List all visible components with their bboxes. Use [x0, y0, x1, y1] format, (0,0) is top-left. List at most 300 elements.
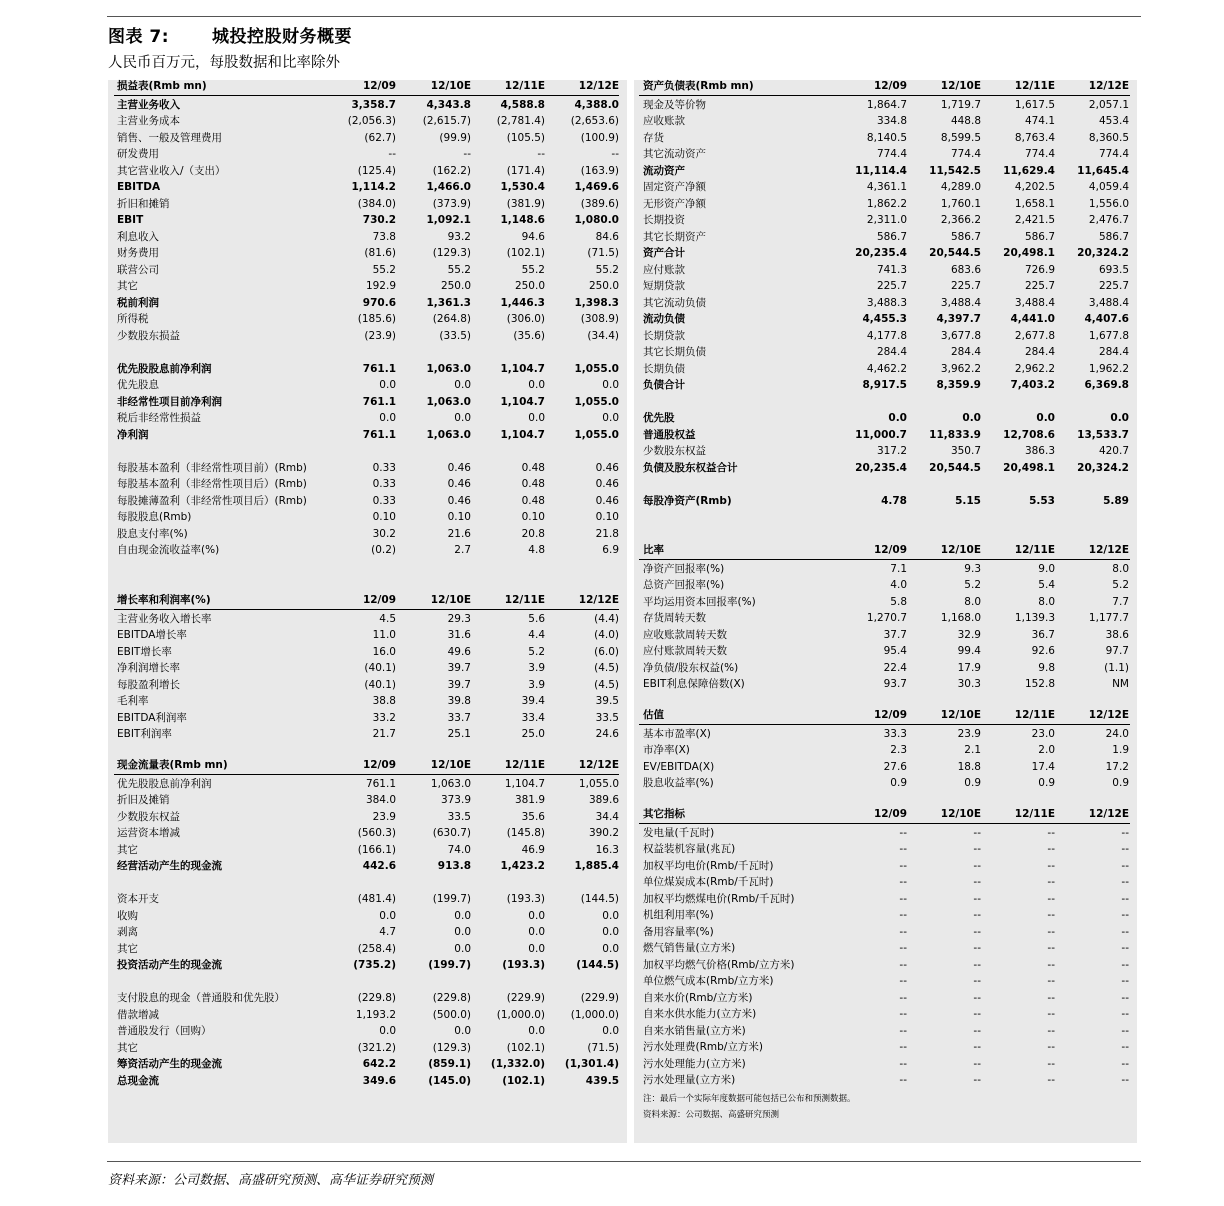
- row-value: 0.46: [595, 478, 619, 490]
- row-label: 收购: [117, 909, 138, 922]
- row-value: 4.7: [379, 926, 396, 938]
- row-value: 99.4: [957, 645, 981, 657]
- row-label: 少数股东权益: [117, 810, 180, 823]
- row-value: --: [899, 876, 907, 888]
- row-label: 剥离: [117, 926, 138, 938]
- table-row: [634, 493, 1137, 510]
- row-label: EV/EBITDA(X): [643, 760, 715, 773]
- row-value: 474.1: [1024, 115, 1055, 127]
- row-value: 741.3: [876, 263, 907, 276]
- row-value: 7.1: [890, 562, 907, 575]
- row-value: 386.3: [1024, 445, 1055, 457]
- row-value: 0.0: [454, 379, 471, 391]
- row-value: --: [1121, 826, 1129, 839]
- row-value: 21.8: [595, 527, 619, 540]
- row-value: 95.4: [883, 645, 907, 657]
- row-label: 总资产回报率(%): [643, 579, 725, 591]
- row-value: 3,677.8: [940, 329, 981, 342]
- row-value: (35.6): [513, 329, 545, 342]
- row-value: 1,080.0: [574, 214, 619, 226]
- row-value: --: [899, 1024, 907, 1037]
- row-value: --: [973, 942, 981, 954]
- top-rule: [107, 16, 1141, 17]
- column-header: 12/11E: [504, 79, 545, 92]
- row-value: 20,235.4: [855, 247, 907, 259]
- table-row: [634, 460, 1137, 477]
- row-value: 4.78: [881, 494, 907, 507]
- row-value: --: [1047, 843, 1055, 855]
- row-value: --: [1047, 826, 1055, 839]
- row-value: (1,332.0): [490, 1058, 545, 1070]
- row-value: 20,544.5: [929, 247, 981, 259]
- row-value: 225.7: [1098, 280, 1129, 292]
- column-header: 12/11E: [1014, 807, 1055, 820]
- row-value: 1,148.6: [500, 214, 545, 226]
- row-value: 3,488.4: [940, 296, 981, 309]
- row-label: 研发费用: [117, 148, 159, 160]
- row-value: 11.0: [372, 629, 396, 641]
- row-label: 借款增减: [117, 1008, 159, 1021]
- row-value: --: [899, 892, 907, 905]
- row-label: 税前利润: [117, 296, 159, 309]
- right-panel: [634, 80, 1137, 1143]
- row-value: 20,324.2: [1077, 247, 1129, 259]
- row-value: 250.0: [440, 280, 471, 292]
- row-label: 其它: [117, 1041, 138, 1054]
- row-value: 0.0: [454, 942, 471, 955]
- row-value: --: [1047, 1057, 1055, 1070]
- row-value: (199.7): [432, 893, 471, 905]
- row-value: 0.0: [528, 909, 545, 922]
- row-value: 9.0: [1038, 562, 1055, 575]
- row-label: 其它长期资产: [643, 230, 706, 243]
- row-value: --: [1047, 975, 1055, 987]
- row-value: --: [973, 859, 981, 872]
- row-value: 2,421.5: [1014, 214, 1055, 226]
- table-row: [108, 460, 627, 477]
- figure-title: [108, 22, 352, 47]
- row-value: 3,488.3: [866, 296, 907, 309]
- table-row: [634, 990, 1137, 1007]
- row-value: 0.0: [602, 379, 619, 391]
- row-value: (71.5): [587, 247, 619, 259]
- row-value: 448.8: [950, 115, 981, 127]
- row-value: (4.5): [594, 662, 619, 674]
- row-value: 0.48: [521, 478, 545, 490]
- row-value: (258.4): [357, 942, 396, 955]
- figure-title-text: 城投控股财务概要: [212, 27, 352, 47]
- row-value: 5.6: [528, 612, 545, 625]
- table-row: [108, 1073, 627, 1090]
- section-header-row: [639, 543, 1130, 561]
- table-row: [108, 990, 627, 1007]
- column-header: 12/09: [362, 758, 396, 771]
- row-label: 加权平均电价(Rmb/千瓦时): [643, 859, 774, 872]
- row-label: 投资活动产生的现金流: [117, 959, 222, 971]
- table-row: [108, 825, 627, 842]
- table-row: [108, 542, 627, 559]
- row-value: (81.6): [364, 247, 396, 259]
- row-value: 23.9: [372, 810, 396, 823]
- row-value: 74.0: [447, 843, 471, 856]
- row-value: --: [1047, 942, 1055, 954]
- row-value: (171.4): [506, 164, 545, 177]
- column-header: 12/10E: [430, 79, 471, 92]
- row-label: 总现金流: [117, 1074, 159, 1087]
- row-value: 11,833.9: [929, 428, 981, 441]
- row-label: 净利润: [117, 428, 149, 441]
- row-value: 4,177.8: [866, 329, 907, 342]
- table-row: [108, 179, 627, 196]
- row-value: 20,498.1: [1003, 247, 1055, 259]
- row-value: (500.0): [432, 1008, 471, 1021]
- table-row: [108, 693, 627, 710]
- row-value: (560.3): [357, 827, 396, 839]
- row-value: 2,962.2: [1014, 362, 1055, 375]
- row-value: 0.33: [372, 494, 396, 507]
- row-value: --: [973, 991, 981, 1004]
- row-value: 3,962.2: [940, 362, 981, 375]
- row-value: (193.3): [502, 959, 545, 971]
- row-value: (481.4): [357, 893, 396, 905]
- row-value: 39.8: [447, 695, 471, 707]
- row-value: --: [1121, 1024, 1129, 1037]
- row-value: 21.7: [372, 728, 396, 740]
- section-title: 现金流量表(Rmb mn): [117, 758, 228, 771]
- row-value: --: [388, 148, 396, 160]
- row-label: 单位燃气成本(Rmb/立方米): [643, 975, 774, 987]
- table-row: [108, 476, 627, 493]
- column-header: 12/12E: [1088, 807, 1129, 820]
- row-value: 4.0: [890, 579, 907, 591]
- row-value: --: [1121, 859, 1129, 872]
- row-value: 726.9: [1024, 263, 1055, 276]
- table-row: [634, 328, 1137, 345]
- row-value: 2,677.8: [1014, 329, 1055, 342]
- row-value: 0.0: [528, 412, 545, 424]
- column-header: 12/10E: [430, 758, 471, 771]
- table-row: [108, 410, 627, 427]
- section-title: 增长率和利润率(%): [117, 593, 211, 606]
- row-value: 1,469.6: [574, 181, 619, 193]
- row-value: 0.0: [379, 909, 396, 922]
- row-label: 自来水价(Rmb/立方米): [643, 991, 753, 1004]
- row-label: 折旧和摊销: [117, 197, 170, 210]
- panel-note: 资料来源：公司数据、高盛研究预测: [643, 1109, 780, 1120]
- row-value: 93.7: [883, 678, 907, 690]
- section-header-row: [114, 758, 619, 776]
- row-label: EBIT利润率: [117, 728, 172, 740]
- row-label: 每股摊薄盈利（非经常性项目后）(Rmb): [117, 494, 307, 507]
- row-label: 应收账款周转天数: [643, 628, 727, 641]
- table-row: [634, 643, 1137, 660]
- row-value: (199.7): [428, 959, 471, 971]
- column-header: 12/10E: [940, 79, 981, 92]
- row-value: 24.0: [1105, 727, 1129, 740]
- source-footnote: 资料来源：公司数据、高盛研究预测、高华证券研究预测: [108, 1173, 434, 1188]
- row-value: 29.3: [447, 612, 471, 625]
- row-value: 586.7: [1098, 230, 1129, 243]
- row-value: --: [899, 826, 907, 839]
- row-value: 1,719.7: [940, 98, 981, 111]
- section-title: 其它指标: [643, 807, 685, 820]
- row-value: 284.4: [950, 346, 981, 358]
- row-value: --: [973, 975, 981, 987]
- row-value: 4,588.8: [500, 98, 545, 111]
- row-value: 0.0: [454, 412, 471, 424]
- table-row: [634, 1072, 1137, 1089]
- table-row: [108, 212, 627, 229]
- row-value: (1,301.4): [564, 1058, 619, 1070]
- row-value: --: [899, 958, 907, 971]
- table-row: [108, 792, 627, 809]
- row-value: --: [973, 1041, 981, 1053]
- row-label: 优先股息: [117, 379, 159, 391]
- row-value: 1,617.5: [1014, 98, 1055, 111]
- row-value: 1,055.0: [574, 362, 619, 375]
- row-value: 0.46: [595, 461, 619, 474]
- row-value: (102.1): [506, 247, 545, 259]
- row-value: --: [973, 876, 981, 888]
- row-value: 0.33: [372, 461, 396, 474]
- table-row: [634, 212, 1137, 229]
- row-value: (2,781.4): [496, 115, 545, 127]
- row-value: 8,360.5: [1088, 131, 1129, 144]
- row-value: --: [1121, 1041, 1129, 1053]
- table-row: [108, 262, 627, 279]
- row-label: 税后非经常性损益: [117, 412, 201, 424]
- row-value: 23.9: [957, 727, 981, 740]
- row-value: 6,369.8: [1084, 379, 1129, 391]
- table-row: [108, 427, 627, 444]
- row-label: 长期投资: [643, 214, 685, 226]
- row-value: 4,361.1: [866, 181, 907, 193]
- table-row: [108, 908, 627, 925]
- row-value: 21.6: [447, 527, 471, 540]
- row-value: (129.3): [432, 1041, 471, 1054]
- table-row: [108, 163, 627, 180]
- row-value: 0.9: [964, 777, 981, 789]
- row-value: 33.7: [447, 711, 471, 724]
- row-label: 经营活动产生的现金流: [117, 860, 222, 872]
- row-label: 资产合计: [643, 247, 685, 259]
- table-row: [108, 660, 627, 677]
- row-value: 442.6: [362, 860, 396, 872]
- row-label: 流动负债: [643, 313, 685, 325]
- row-value: (2,615.7): [422, 115, 471, 127]
- row-value: 761.1: [362, 362, 396, 375]
- table-row: [108, 627, 627, 644]
- table-row: [634, 891, 1137, 908]
- row-label: 污水处理量(立方米): [643, 1074, 736, 1086]
- section-header-row: [639, 79, 1130, 97]
- row-value: 1,398.3: [574, 296, 619, 309]
- row-label: 流动资产: [643, 164, 685, 177]
- row-value: (34.4): [587, 329, 619, 342]
- row-value: 36.7: [1031, 628, 1055, 641]
- row-value: 1,063.0: [430, 777, 471, 790]
- row-value: 1,104.7: [500, 428, 545, 441]
- row-value: (859.1): [428, 1058, 471, 1070]
- row-value: --: [1121, 925, 1129, 938]
- row-value: 35.6: [521, 810, 545, 823]
- row-value: 39.5: [595, 695, 619, 707]
- row-value: 3,488.4: [1014, 296, 1055, 309]
- row-label: 污水处理费(Rmb/立方米): [643, 1041, 763, 1053]
- column-header: 12/10E: [940, 543, 981, 556]
- row-label: 普通股权益: [643, 428, 696, 441]
- row-value: 1,055.0: [574, 428, 619, 441]
- row-value: 1,556.0: [1088, 197, 1129, 210]
- row-label: 利息收入: [117, 230, 159, 243]
- row-value: 4.5: [379, 612, 396, 625]
- row-value: 16.3: [595, 843, 619, 856]
- row-value: 9.3: [964, 562, 981, 575]
- row-value: --: [1121, 975, 1129, 987]
- table-row: [634, 196, 1137, 213]
- row-value: 420.7: [1098, 445, 1129, 457]
- section-header-row: [114, 593, 619, 611]
- row-label: 净负债/股东权益(%): [643, 661, 739, 674]
- row-value: 0.33: [372, 478, 396, 490]
- table-row: [108, 842, 627, 859]
- table-row: [634, 676, 1137, 693]
- row-value: --: [973, 1057, 981, 1070]
- table-row: [108, 776, 627, 793]
- table-row: [634, 245, 1137, 262]
- row-value: --: [1121, 892, 1129, 905]
- row-value: --: [899, 843, 907, 855]
- row-label: 加权平均燃气价格(Rmb/立方米): [643, 958, 795, 971]
- table-row: [634, 858, 1137, 875]
- row-label: 机组利用率(%): [643, 909, 714, 921]
- row-value: 3,488.4: [1088, 296, 1129, 309]
- row-value: 33.3: [883, 727, 907, 740]
- row-value: (4.5): [594, 678, 619, 691]
- row-value: --: [1121, 1057, 1129, 1070]
- row-value: 1.9: [1112, 744, 1129, 756]
- column-header: 12/09: [873, 543, 907, 556]
- table-row: [108, 328, 627, 345]
- row-value: 761.1: [365, 777, 396, 790]
- row-value: 693.5: [1098, 263, 1129, 276]
- table-row: [108, 113, 627, 130]
- row-label: EBIT增长率: [117, 645, 172, 658]
- row-value: 0.46: [447, 478, 471, 490]
- table-row: [108, 278, 627, 295]
- section-title: 资产负债表(Rmb mn): [643, 79, 754, 92]
- section-title: 损益表(Rmb mn): [117, 79, 207, 92]
- table-row: [108, 809, 627, 826]
- row-value: 5.2: [1112, 579, 1129, 591]
- row-value: (40.1): [364, 678, 396, 691]
- row-value: 4,343.8: [426, 98, 471, 111]
- row-value: 1,270.7: [866, 612, 907, 624]
- column-header: 12/12E: [1088, 543, 1129, 556]
- row-value: 284.4: [1098, 346, 1129, 358]
- table-row: [634, 957, 1137, 974]
- section-header-row: [639, 807, 1130, 825]
- row-value: 1,092.1: [426, 214, 471, 226]
- row-value: (308.9): [580, 313, 619, 325]
- row-value: 0.0: [602, 412, 619, 424]
- table-row: [108, 311, 627, 328]
- row-value: 0.10: [447, 511, 471, 523]
- row-value: 33.4: [521, 711, 545, 724]
- row-value: 97.7: [1105, 645, 1129, 657]
- section-title: 估值: [643, 708, 664, 721]
- row-value: --: [1121, 876, 1129, 888]
- row-value: 0.9: [1038, 777, 1055, 789]
- row-label: 污水处理能力(立方米): [643, 1057, 746, 1070]
- row-value: --: [537, 148, 545, 160]
- table-row: [108, 377, 627, 394]
- column-header: 12/11E: [1014, 543, 1055, 556]
- row-value: --: [611, 148, 619, 160]
- row-value: 152.8: [1024, 678, 1055, 690]
- row-value: 774.4: [1098, 148, 1129, 160]
- table-row: [634, 759, 1137, 776]
- row-value: 13,533.7: [1077, 428, 1129, 441]
- row-value: 8,917.5: [862, 379, 907, 391]
- column-header: 12/11E: [1014, 708, 1055, 721]
- row-value: 1,168.0: [940, 612, 981, 624]
- row-value: 33.5: [447, 810, 471, 823]
- table-row: [634, 627, 1137, 644]
- row-value: 1,063.0: [426, 362, 471, 375]
- row-label: 优先股: [643, 412, 675, 424]
- row-label: 存货周转天数: [643, 612, 706, 624]
- row-value: (71.5): [587, 1041, 619, 1054]
- row-value: 453.4: [1098, 115, 1129, 127]
- row-label: EBIT利息保障倍数(X): [643, 678, 745, 690]
- row-value: --: [973, 1074, 981, 1086]
- row-value: 2,057.1: [1088, 98, 1129, 111]
- row-value: 0.0: [454, 909, 471, 922]
- table-row: [634, 97, 1137, 114]
- row-value: 350.7: [950, 445, 981, 457]
- row-value: 8,359.9: [936, 379, 981, 391]
- row-value: 1,864.7: [866, 98, 907, 111]
- column-header: 12/10E: [940, 807, 981, 820]
- row-value: 970.6: [362, 296, 396, 309]
- row-value: 225.7: [1024, 280, 1055, 292]
- row-value: --: [1047, 892, 1055, 905]
- row-label: 自来水供水能力(立方米): [643, 1008, 757, 1020]
- row-value: 33.2: [372, 711, 396, 724]
- row-value: 0.46: [447, 494, 471, 507]
- row-value: (102.1): [502, 1074, 545, 1087]
- row-value: 55.2: [372, 263, 396, 276]
- row-value: 17.9: [957, 661, 981, 674]
- column-header: 12/09: [362, 79, 396, 92]
- row-value: (62.7): [364, 131, 396, 144]
- row-value: --: [1121, 958, 1129, 971]
- row-value: 683.6: [950, 263, 981, 276]
- row-value: 2.1: [964, 744, 981, 756]
- row-value: 1,104.7: [500, 362, 545, 375]
- row-value: 1,104.7: [504, 777, 545, 790]
- row-label: 资本开支: [117, 893, 159, 905]
- row-value: 30.3: [957, 678, 981, 690]
- row-value: 20,324.2: [1077, 461, 1129, 474]
- table-row: [634, 344, 1137, 361]
- row-value: 5.2: [964, 579, 981, 591]
- row-value: --: [1121, 991, 1129, 1004]
- row-value: 94.6: [521, 230, 545, 243]
- row-label: 少数股东权益: [643, 445, 706, 457]
- row-value: (144.5): [580, 893, 619, 905]
